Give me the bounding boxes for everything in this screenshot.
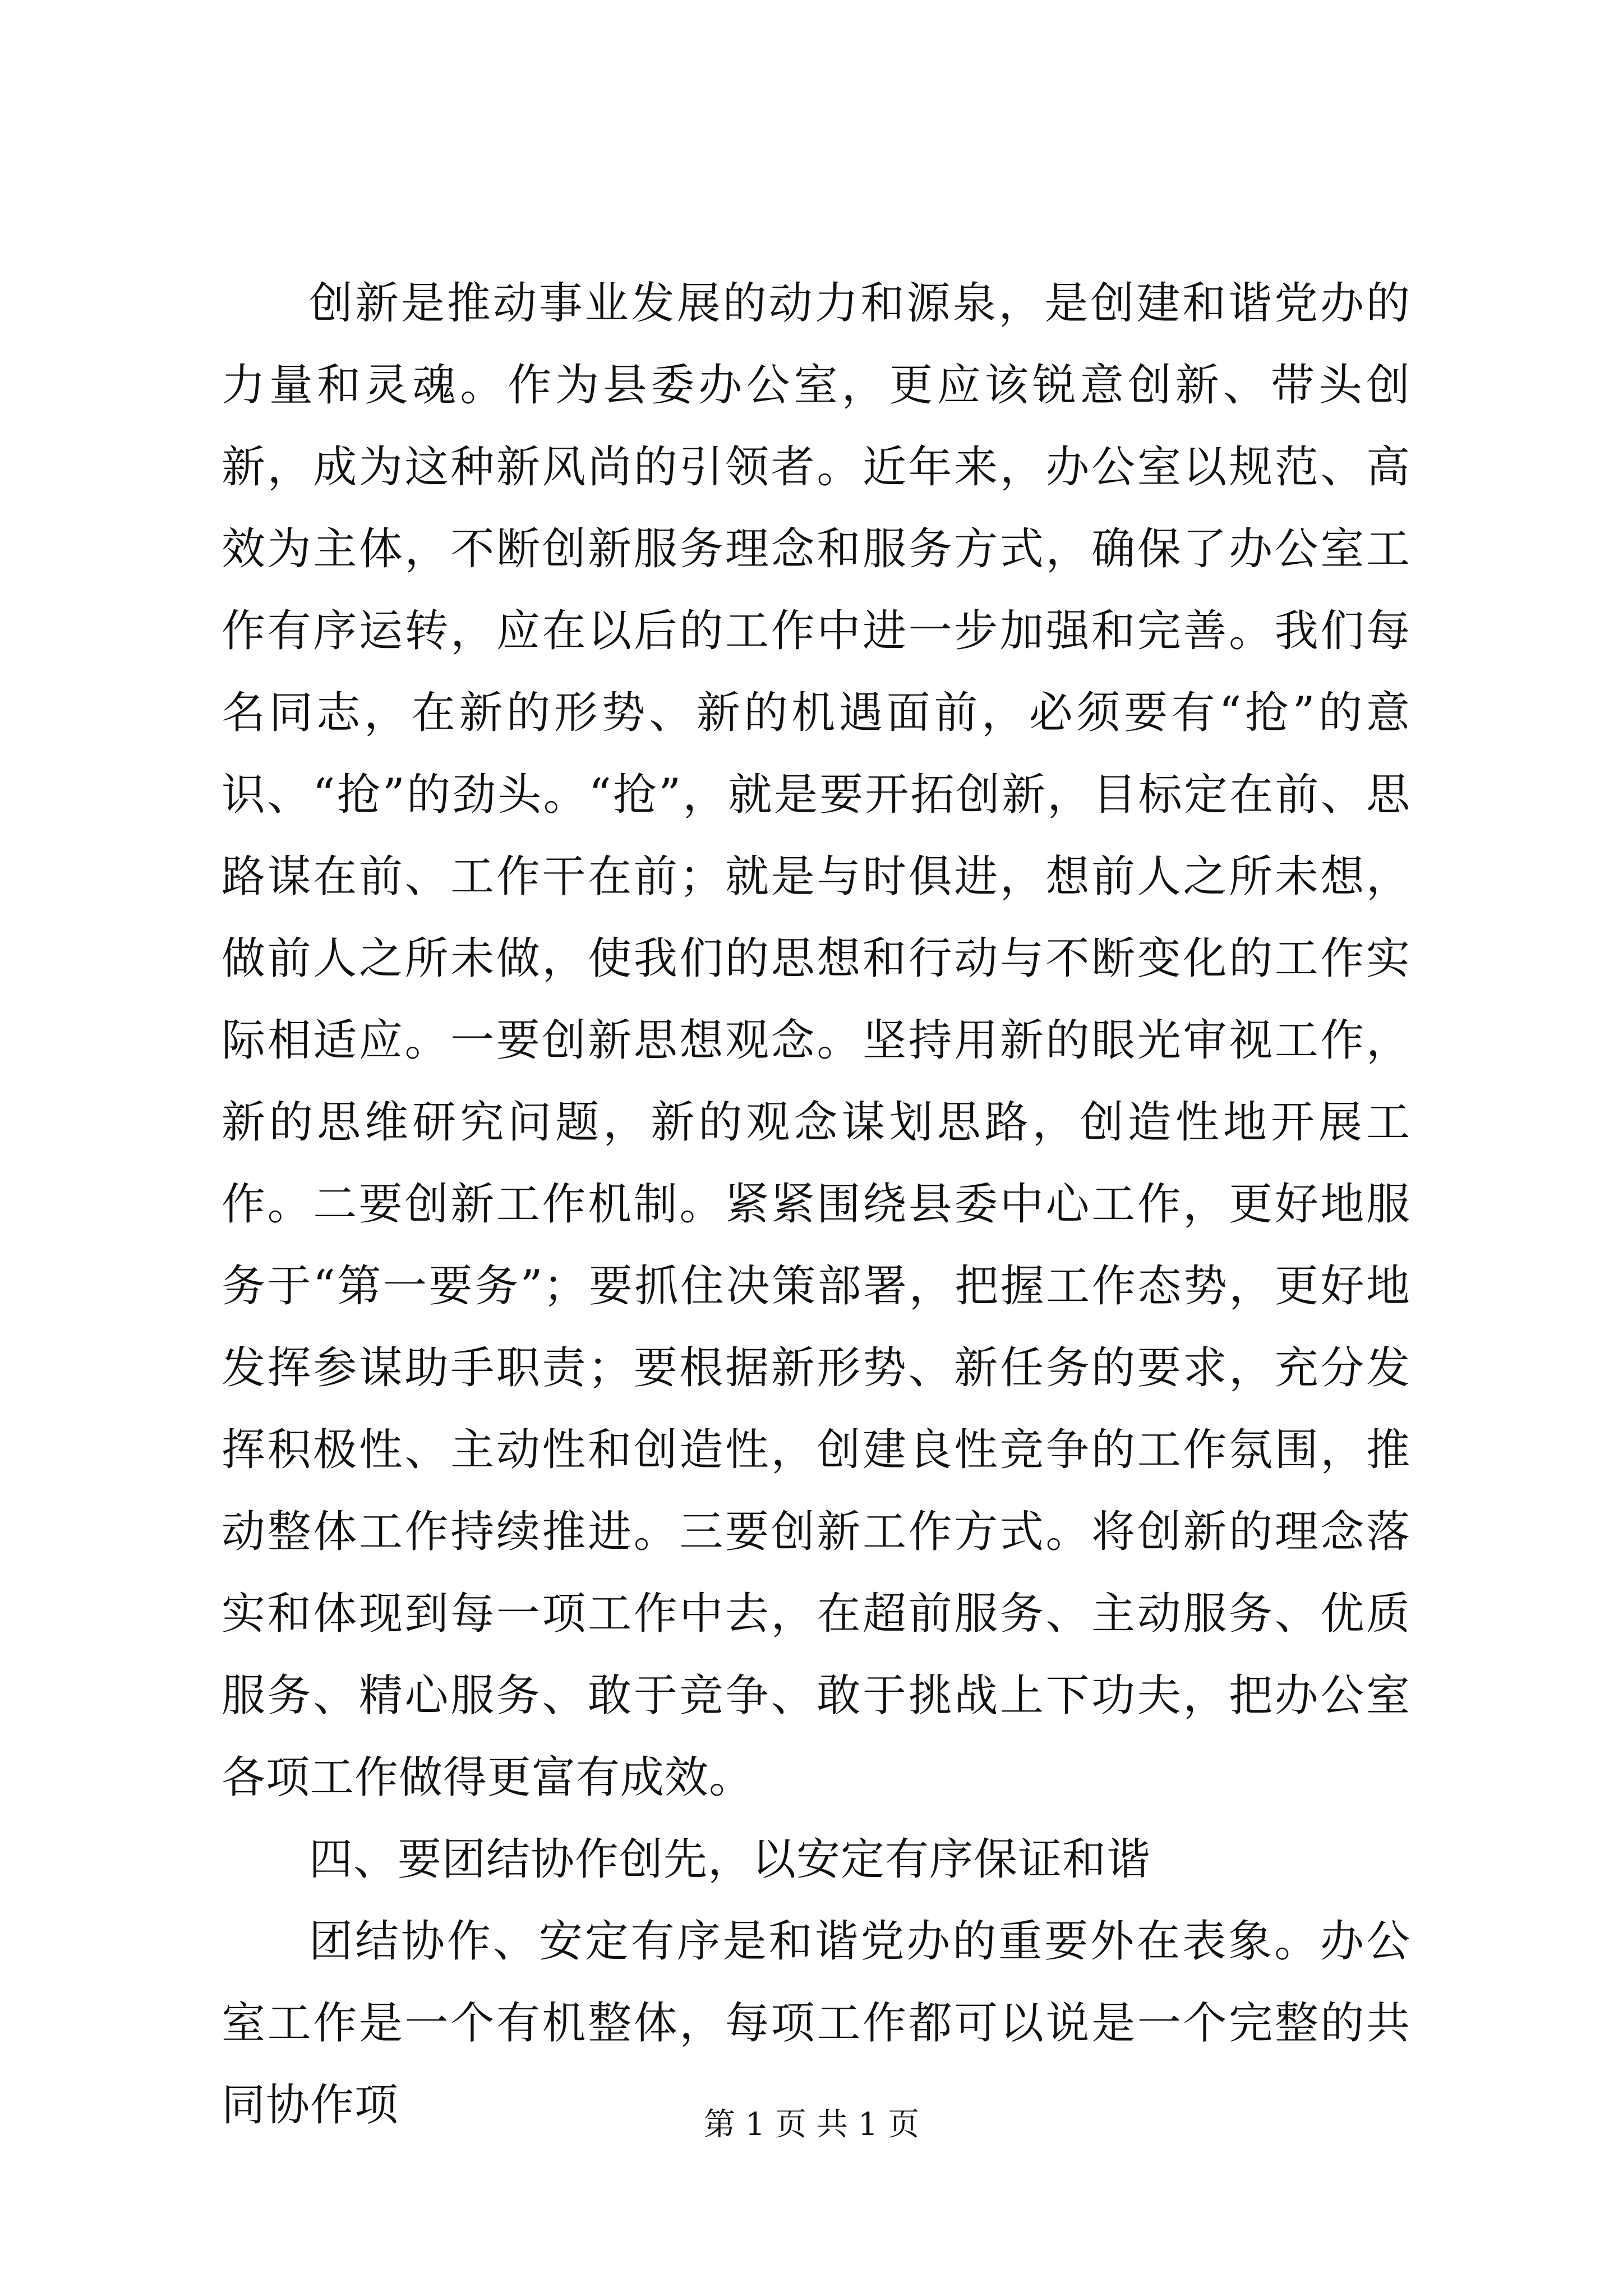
document-body: [222, 263, 1410, 2146]
paragraph-innovation: 创新是推动事业发展的动力和源泉，是创建和谐党办的力量和灵魂。作为县委办公室，更应该锐意创新、带头创新，成为这种新风尚的引领者。近年来，办公室以规范、高效为主体，不断创新服务理念和服务方式，确保了办公室工作有序运转，应在以后的工作中进一步加强和完善。我们每名同志，在新的形势、新的机遇面前，必须要有“抢”的意识、“抢”的劲头。“抢”，就是要开拓创新，目标定在前、思路谋在前、工作干在前；就是与时俱进，想前人之所未想，做前人之所未做，使我们的思想和行动与不断变化的工作实际相适应。一要创新思想观念。坚持用新的眼光审视工作，新的思维研究问题，新的观念谋划思路，创造性地开展工作。二要创新工作机制。紧紧围绕县委中心工作，更好地服务于“第一要务”；要抓住决策部署，把握工作态势，更好地发挥参谋助手职责；要根据新形势、新任务的要求，充分发挥积极性、主动性和创造性，创建良性竞争的工作氛围，推动整体工作持续推进。三要创新工作方式。将创新的理念落实和体现到每一项工作中去，在超前服务、主动服务、优质服务、精心服务、敢于竞争、敢于挑战上下功夫，把办公室各项工作做得更富有成效。: [222, 278, 1410, 1803]
section-heading-four: 四、要团结协作创先，以安定有序保证和谐: [309, 1834, 1151, 1885]
page-footer: 第 1 页 共 1 页: [703, 2106, 920, 2143]
paragraph-unity: 团结协作、安定有序是和谐党办的重要外在表象。办公室工作是一个有机整体，每项工作都可以说是一个完整的共同协作项: [222, 1916, 1410, 2131]
